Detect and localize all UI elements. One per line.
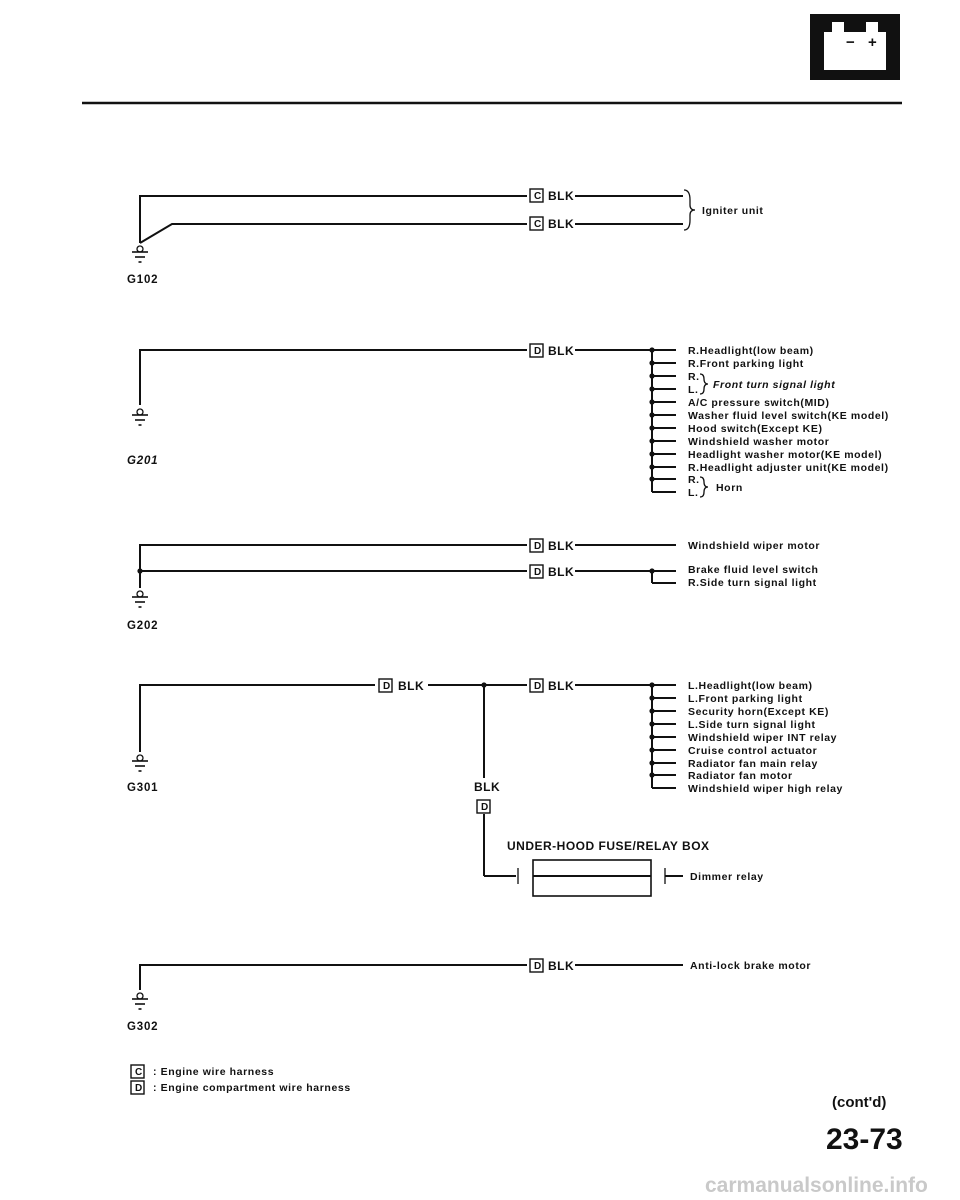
load-label: R.Front parking light (688, 358, 804, 370)
connector-d-code: D (383, 681, 391, 692)
turn-l-label: L. (688, 384, 699, 396)
anti-lock-brake-motor-label: Anti-lock brake motor (690, 960, 812, 972)
load-label: Radiator fan main relay (688, 758, 818, 770)
wire-color-label: BLK (474, 780, 501, 794)
dimmer-relay-label: Dimmer relay (690, 871, 764, 883)
ground-g202-label: G202 (127, 620, 159, 632)
load-label: Washer fluid level switch(KE model) (688, 410, 889, 422)
connector-d-code: D (534, 961, 542, 972)
wire-color-label: BLK (548, 959, 575, 973)
battery-minus: − (846, 34, 855, 51)
watermark: carmanualsonline.info (705, 1174, 928, 1197)
section-g201 (127, 344, 889, 499)
section-g102 (127, 189, 763, 286)
wire-color-label: BLK (548, 344, 575, 358)
wire-color-label: BLK (548, 679, 575, 693)
ground-g201-label: G201 (127, 455, 159, 467)
wire-color-label: BLK (548, 539, 575, 553)
load-label: L.Headlight(low beam) (688, 680, 813, 692)
load-label: Headlight washer motor(KE model) (688, 449, 883, 461)
connector-c-code: C (534, 191, 542, 202)
load-label: Hood switch(Except KE) (688, 423, 823, 435)
ground-g302-label: G302 (127, 1021, 159, 1033)
connector-d-code: D (481, 802, 489, 813)
load-label: A/C pressure switch(MID) (688, 397, 830, 409)
section-g301 (127, 679, 843, 896)
legend-code: C (135, 1067, 143, 1078)
load-label: R.Headlight adjuster unit(KE model) (688, 462, 889, 474)
connector-c-code: C (534, 219, 542, 230)
horn-label: Horn (716, 482, 743, 494)
battery-icon (810, 14, 900, 80)
legend (131, 1065, 351, 1094)
legend-text: : Engine compartment wire harness (153, 1082, 351, 1094)
horn-l-label: L. (688, 487, 699, 499)
load-label: L.Side turn signal light (688, 719, 816, 731)
wire-color-label: BLK (548, 217, 575, 231)
load-label: R.Headlight(low beam) (688, 345, 814, 357)
load-label: L.Front parking light (688, 693, 803, 705)
legend-code: D (135, 1083, 143, 1094)
load-label: Windshield washer motor (688, 436, 830, 448)
load-label: R.Side turn signal light (688, 577, 817, 589)
load-label: Security horn(Except KE) (688, 706, 830, 718)
ground-g301-label: G301 (127, 782, 159, 794)
section-g302 (127, 959, 811, 1033)
load-label: Cruise control actuator (688, 745, 818, 757)
battery-plus: + (868, 34, 877, 51)
load-label: Brake fluid level switch (688, 564, 819, 576)
wire-color-label: BLK (398, 679, 425, 693)
under-hood-box-label: UNDER-HOOD FUSE/RELAY BOX (507, 839, 710, 853)
igniter-unit-label: Igniter unit (702, 205, 764, 217)
continued-label: (cont'd) (832, 1094, 887, 1111)
turn-r-label: R. (688, 371, 700, 383)
wire-color-label: BLK (548, 565, 575, 579)
connector-d-code: D (534, 567, 542, 578)
connector-d-code: D (534, 346, 542, 357)
load-label: Radiator fan motor (688, 770, 793, 782)
load-label: Windshield wiper high relay (688, 783, 843, 795)
connector-d-code: D (534, 541, 542, 552)
section-g202 (127, 539, 820, 632)
ground-g102-label: G102 (127, 274, 159, 286)
horn-r-label: R. (688, 474, 700, 486)
wire-color-label: BLK (548, 189, 575, 203)
under-hood-box (533, 860, 651, 896)
front-turn-signal-label: Front turn signal light (713, 379, 836, 391)
load-label: Windshield wiper INT relay (688, 732, 838, 744)
legend-text: : Engine wire harness (153, 1066, 275, 1078)
page-number: 23-73 (826, 1123, 903, 1156)
windshield-wiper-motor-label: Windshield wiper motor (688, 540, 821, 552)
connector-d-code: D (534, 681, 542, 692)
